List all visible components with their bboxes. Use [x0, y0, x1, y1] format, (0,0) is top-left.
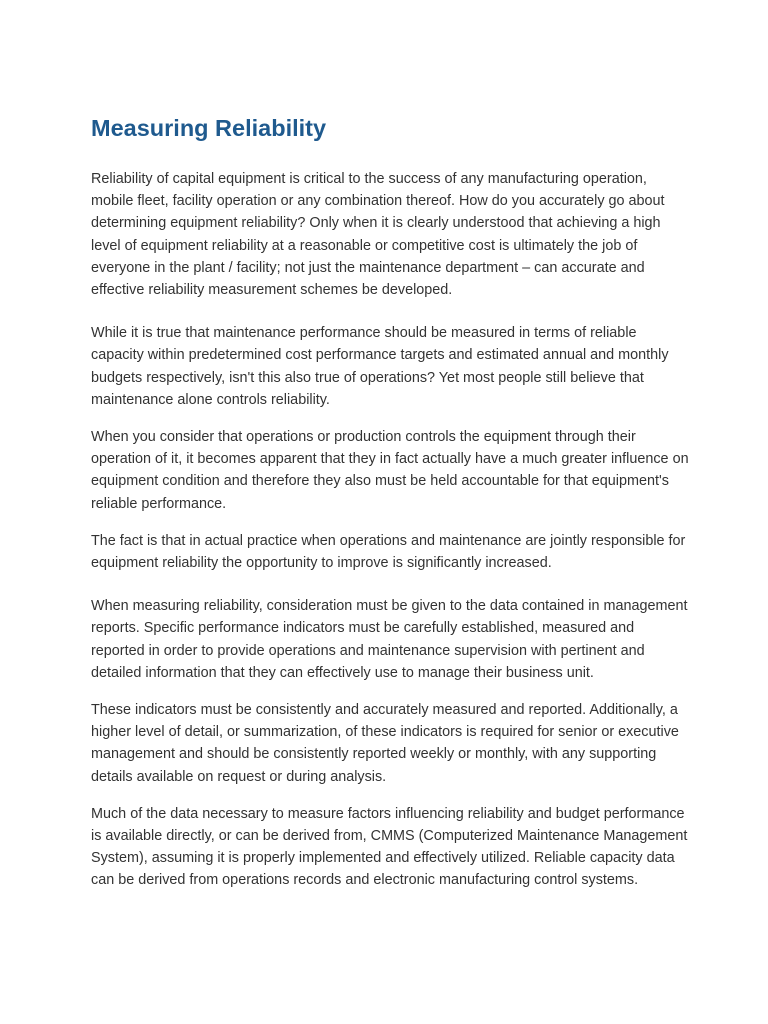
article-title: Measuring Reliability: [91, 115, 327, 141]
article-paragraph: The fact is that in actual practice when operations and maintenance are jointly responsible for equipment reliability the opportunity to improve is significantly increased.: [91, 532, 686, 572]
article-paragraph: These indicators must be consistently and accurately measured and reported. Additionally, a higher level of detail, or summarization, of these indicators is required for senior or executive management and should be consistently reported weekly or monthly, with any supporting details available on request or during analysis.: [91, 702, 679, 785]
article: [91, 110, 691, 892]
article-paragraph: Reliability of capital equipment is critical to the success of any manufacturing operation, mobile fleet, facility operation or any combination thereof. How do you accurately go about determining equipment reliability? Only when it is clearly understood that achieving a high level of equipment reliability at a reasonable or competitive cost is ultimately the job of everyone in the plant / facility; not just the maintenance department – can accurate and effective reliability measurement schemes be developed.: [91, 171, 665, 299]
article-paragraph: While it is true that maintenance performance should be measured in terms of reliable capacity within predetermined cost performance targets and estimated annual and monthly budgets respectively, isn't this also true of operations? Yet most people still believe that maintenance alone controls reliability.: [91, 325, 669, 408]
article-paragraph: When measuring reliability, consideration must be given to the data contained in management reports. Specific performance indicators must be carefully established, measured and reported in order to provide operations and maintenance supervision with pertinent and detailed information that they can effectively use to manage their business unit.: [91, 598, 688, 681]
article-paragraph: Much of the data necessary to measure factors influencing reliability and budget performance is available directly, or can be derived from, CMMS (Computerized Maintenance Management System), assuming it is properly implemented and effectively utilized. Reliable capacity data can be derived from operations records and electronic manufacturing control systems.: [91, 805, 688, 889]
article-paragraph: When you consider that operations or production controls the equipment through their operation of it, it becomes apparent that they in fact actually have a much greater influence on equipment condition and therefore they also must be held accountable for that equipment's reliable performance.: [91, 429, 689, 512]
